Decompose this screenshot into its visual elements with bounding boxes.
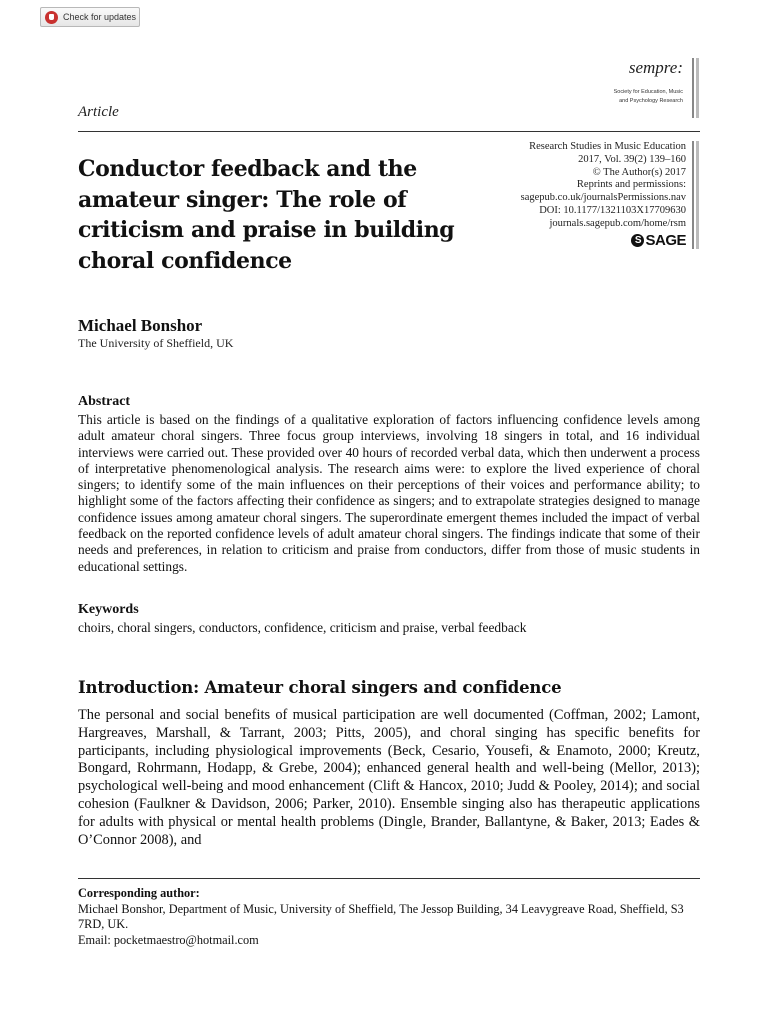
introduction-text: The personal and social benefits of musical participation are well documented (Coffman, 2002; Lamont, Hargreaves, Marshall, & Tarrant, 2003; Pitts, 2005), and choral singing has specific benefits for participants, including physiological improvements (Beck, Cesario, Yousefi, & Enamoto, 2000; Kreutz, Bongard, Rohrmann, Hodapp, & Grebe, 2004); enhanced general health and well-being (Mellor, 2013); psychological well-being and mood enhancement (Clift & Hancox, 2010; Judd & Pooley, 2014); and social cohesion (Faulkner & Davidson, 2006; Parker, 2010). Ensemble singing also has therapeutic applications for adults with physical or mental health problems (Dingle, Brander, Ballantyne, & Baker, 2013; Eades & O’Connor 2008), and	[78, 707, 700, 848]
society-line-2: and Psychology Research	[619, 98, 683, 104]
sage-logo-text: SAGE	[645, 232, 686, 249]
sage-logo	[631, 232, 686, 249]
reprints-label: Reprints and permissions:	[576, 179, 686, 191]
journal-citation: 2017, Vol. 39(2) 139–160	[578, 153, 686, 165]
society-line-1: Society for Education, Music	[613, 89, 683, 95]
decorative-bar	[692, 141, 694, 249]
abstract-text: This article is based on the findings of a qualitative exploration of factors influencing confidence levels among adult amateur choral singers. Three focus group interviews, involving 18 singers in total, and 16 individual interviews were carried out. These provided over 40 hours of recorded verbal data, which then underwent a process of interpretative phenomenological analysis. The research aims were: to explore the lived experience of choral singers; to identify some of the main influences on their perceptions of their voices and performance ability; to highlight some of the factors affecting their confidence as singers; and to extrapolate strategies designed to manage confidence issues among amateur choral singers. The superordinate emergent themes included the impact of verbal feedback on the reported confidence levels of adult amateur choral singers. The findings indicate that some of their needs and preferences, in relation to criticism and praise from conductors, differ from those of music students in educational settings.	[78, 412, 700, 574]
abstract-heading: Abstract	[78, 394, 131, 409]
footnote-divider	[78, 878, 700, 879]
permissions-link[interactable]: sagepub.co.uk/journalsPermissions.nav	[520, 192, 686, 204]
check-for-updates-label: Check for updates	[63, 12, 137, 22]
author-name: Michael Bonshor	[78, 316, 203, 335]
header-divider	[78, 131, 700, 132]
article-title: Conductor feedback and the amateur singer: The role of criticism and praise in building choral confidence	[78, 156, 455, 274]
journal-name: Research Studies in Music Education	[529, 141, 686, 152]
sempre-logo: sempre:	[628, 58, 683, 77]
corresponding-author-heading: Corresponding author:	[78, 886, 200, 900]
corresponding-author-email[interactable]: Email: pocketmaestro@hotmail.com	[78, 932, 259, 947]
journal-home-link[interactable]: journals.sagepub.com/home/rsm	[549, 217, 686, 229]
crossmark-icon	[45, 11, 58, 24]
article-type-label: Article	[78, 104, 119, 120]
decorative-bar	[692, 58, 694, 118]
copyright: © The Author(s) 2017	[592, 166, 686, 178]
keywords-heading: Keywords	[78, 602, 139, 617]
introduction-heading: Introduction: Amateur choral singers and confidence	[78, 678, 562, 697]
author-affiliation: The University of Sheffield, UK	[78, 336, 234, 350]
keywords-text: choirs, choral singers, conductors, confidence, criticism and praise, verbal feedback	[78, 620, 527, 635]
doi-link[interactable]: DOI: 10.1177/1321103X17709630	[539, 204, 686, 216]
sage-logo-icon: S	[631, 234, 644, 247]
decorative-bar	[696, 141, 699, 249]
corresponding-author-details	[78, 902, 700, 948]
corresponding-author-address: Michael Bonshor, Department of Music, University of Sheffield, The Jessop Building, 34 Leavygreave Road, Sheffield, S3 7RD, UK.	[78, 902, 684, 932]
society-name	[583, 88, 683, 106]
journal-metadata	[456, 141, 686, 231]
decorative-bar	[696, 58, 699, 118]
check-for-updates-button[interactable]	[40, 7, 140, 27]
